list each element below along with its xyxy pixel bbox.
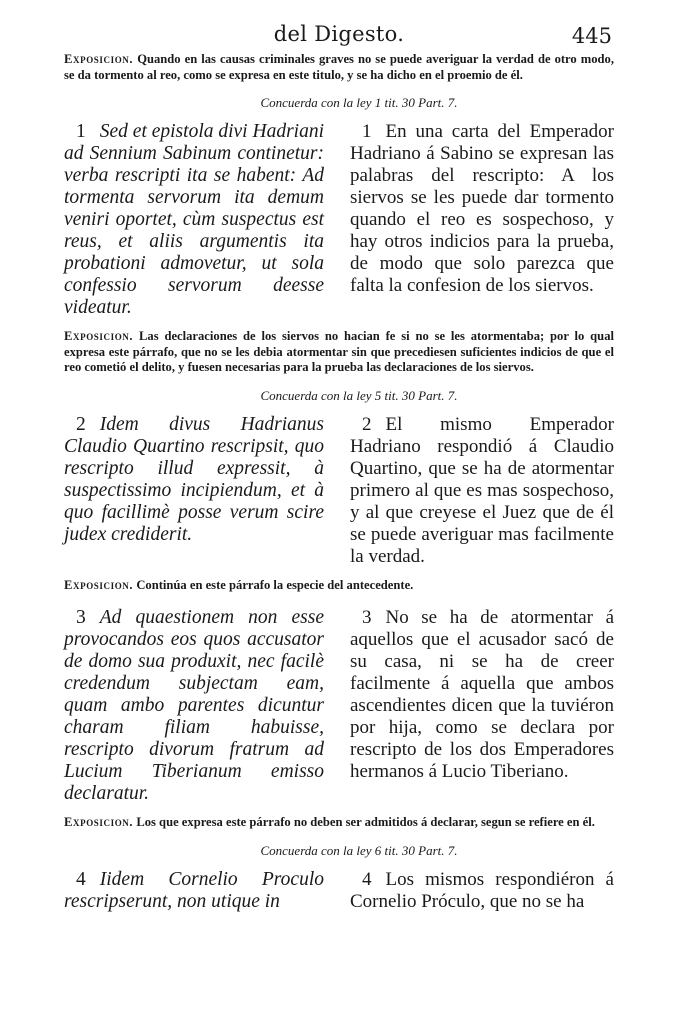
spanish-column xyxy=(350,414,614,568)
latin-column xyxy=(64,121,324,319)
paragraph-number: 3 xyxy=(362,607,372,628)
latin-column xyxy=(64,414,324,568)
exposicion-label: Exposicion. xyxy=(64,815,134,829)
latin-column xyxy=(64,869,324,913)
paragraph-number: 1 xyxy=(76,121,86,142)
exposicion-label: Exposicion. xyxy=(64,52,134,66)
parallel-columns xyxy=(64,414,614,568)
exposicion-note xyxy=(64,815,614,831)
parallel-columns xyxy=(64,121,614,319)
paragraph-number: 2 xyxy=(76,413,86,435)
spanish-text: Los mismos respondiéron á Cornelio Próculo, que no se ha xyxy=(350,868,614,912)
concuerda-reference: Concuerda con la ley 5 tit. 30 Part. 7. xyxy=(260,387,458,403)
concuerda-reference: Concuerda con la ley 6 tit. 30 Part. 7. xyxy=(260,842,458,858)
spanish-text: El mismo Emperador Hadriano respondió á Claudio Quartino, que se ha de atormentar primero al que es mas sospechoso, y al que creyese el Juez que de él se puede averiguar mas facilmente la verdad. xyxy=(350,413,614,567)
parallel-columns xyxy=(64,607,614,805)
section-2 xyxy=(64,329,614,568)
latin-column xyxy=(64,607,324,805)
spanish-text: En una carta del Emperador Hadriano á Sabino se expresan las palabras del rescripto: A los siervos se les puede dar tormento quando el reo es sospechoso, y hay otros indicios para la prueba, de modo que solo parezca que falta la confesion de los siervos. xyxy=(350,121,614,296)
exposicion-label: Exposicion. xyxy=(64,329,134,343)
paragraph-number: 2 xyxy=(362,413,372,435)
spanish-text: No se ha de atormentar á aquellos que el acusador sacó de su casa, ni se ha de creer facilmente á aquella que ambos ascendientes dicen que la tuviéron por hija, como se declara por rescripto de los dos Emperadores hermanos á Lucio Tiberiano. xyxy=(350,607,614,782)
spanish-column xyxy=(350,607,614,805)
paragraph-number: 1 xyxy=(362,121,372,142)
section-4 xyxy=(64,815,614,913)
running-head xyxy=(64,22,614,52)
latin-text: Idem divus Hadrianus Claudio Quartino rescripsit, quo rescripto illud expressit, à suspectissimo incipiendum, et à quo facillimè posse verum scire judex crediderit. xyxy=(64,413,324,545)
section-3 xyxy=(64,578,614,806)
page-number: 445 xyxy=(571,24,612,48)
concuerda-reference: Concuerda con la ley 1 tit. 30 Part. 7. xyxy=(260,95,458,110)
exposicion-note xyxy=(64,329,614,376)
latin-text: Sed et epistola divi Hadriani ad Sennium Sabinum continetur: verba rescripti ita se habent: Ad tormenta servorum ita demum veniri oportet, cùm suspectus est reus, et aliis argumentis ita probationi admovetur, ut sola confessio servorum deesse videatur. xyxy=(64,121,324,318)
running-head-title: del Digesto. xyxy=(273,22,405,46)
exposicion-text: Quando en las causas criminales graves no se puede averiguar la verdad de otro modo, se da tormento al reo, como se expresa en este titulo, y se ha dicho en el proemio de él. xyxy=(64,52,614,82)
latin-text: Ad quaestionem non esse provocandos eos quos accusator de domo sua produxit, nec facilè credendum subjectam eam, quam ambo parentes dicuntur charam filiam habuisse, rescripto divorum fratrum ad Lucium Tiberianum emisso declaratur. xyxy=(64,607,324,804)
exposicion-label: Exposicion. xyxy=(64,577,134,592)
exposicion-note xyxy=(64,52,614,83)
spanish-column xyxy=(350,121,614,319)
spanish-column xyxy=(350,869,614,913)
exposicion-text: Continúa en este párrafo la especie del antecedente. xyxy=(136,577,414,592)
parallel-columns xyxy=(64,869,614,913)
exposicion-note xyxy=(64,578,614,594)
exposicion-text: Las declaraciones de los siervos no hacian fe si no se les atormentaba; por lo qual expresa este párrafo, que no se les debia atormentar sin que precediesen suficientes indicios de que el reo cometió el delito, y fuesen necesarias para la prueba las declaraciones de los siervos. xyxy=(64,329,614,374)
latin-text: Iidem Cornelio Proculo rescripserunt, non utique in xyxy=(64,868,324,912)
paragraph-number: 4 xyxy=(362,868,372,890)
paragraph-number: 4 xyxy=(76,868,86,890)
section-1 xyxy=(64,52,614,319)
exposicion-text: Los que expresa este párrafo no deben ser admitidos á declarar, segun se refiere en él. xyxy=(136,815,595,829)
book-page xyxy=(64,22,614,913)
paragraph-number: 3 xyxy=(76,607,86,628)
